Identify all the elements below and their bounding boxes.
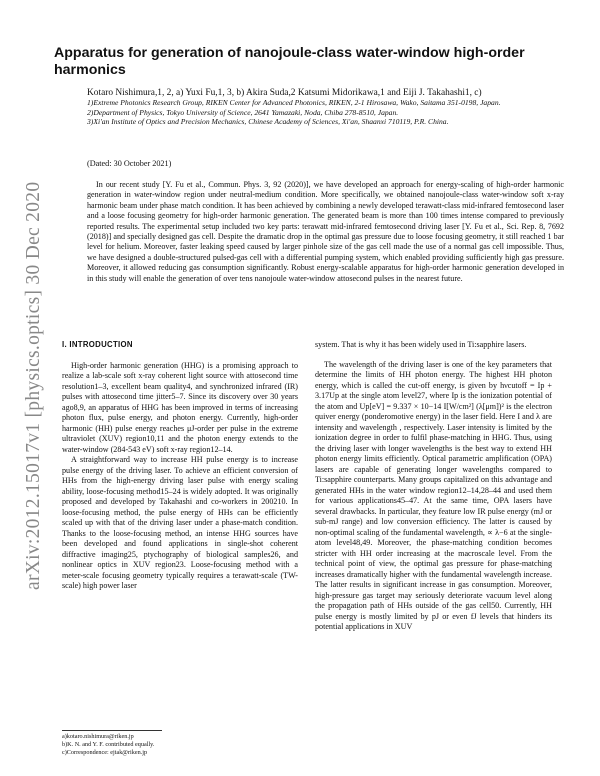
author-list: Kotaro Nishimura,1, 2, a) Yuxi Fu,1, 3, b) Akira Suda,2 Katsumi Midorikawa,1 and Eiji J. Takahashi1, c) (87, 88, 482, 98)
affiliation-3: 3)Xi'an Institute of Optics and Precision Mechanics, Chinese Academy of Sciences, Xi'an, Shaanxi 710119, P.R. China. (87, 117, 449, 127)
body-paragraph: A straightforward way to increase HH pulse energy is to increase pulse energy of the driving laser. To achieve an efficient conversion of HHs from the high-energy driving laser pulse with energy scaling ability, loose-focusing method15–24 is widely adopted. It was originally proposed and developed by Takahashi and co-workers in 200210. In loose-focusing method, the pulse energy of HHs can be efficiently scaled up with that of the driving laser under a phase-match condition. Thanks to the loose-focusing method, an intense HHG sources have been developed and found applications in single-shot coherent diffractive imaging25, ptychography of biological samples26, and nonlinear optics in XUV region23. Loose-focusing method with a meter-scale focusing geometry typically requires a terawatt-scale (TW-scale) high power laser (62, 455, 298, 590)
affiliation-1: 1)Extreme Photonics Research Group, RIKEN Center for Advanced Photonics, RIKEN, 2-1 Hirosawa, Wako, Saitama 351-0198, Japan. (87, 98, 501, 107)
dated-line: (Dated: 30 October 2021) (87, 159, 172, 168)
affiliations (87, 98, 567, 127)
body-paragraph: system. That is why it has been widely used in Ti:sapphire lasers. (315, 340, 527, 349)
right-column (315, 340, 552, 633)
affiliation-2: 2)Department of Physics, Tokyo University of Science, 2641 Yamazaki, Noda, Chiba 278-8510, Japan. (87, 107, 399, 117)
body-paragraph: High-order harmonic generation (HHG) is a promising approach to realize a lab-scale soft x-ray coherent light source with attosecond time resolution1–3, excellent beam quality4, and synchronized infrared (IR) pulses with attosecond time jitter5–7. Since its discovery over 30 years ago8,9, an apparatus of HHG has been improved in terms of increasing photon flux, pulse energy, and photon energy. Currently, high-order harmonic (HH) pulse energy reaches μJ-order per pulse in the extreme ultraviolet (XUV) region10,11 and the photon energy extends to the water-window (284-543 eV) soft x-ray region12–14. (62, 360, 298, 454)
body-paragraph: The wavelength of the driving laser is one of the key parameters that determine the limits of HH photon energy. The highest HH photon energy, which is called the cut-off energy, is given by hνcutoff = Ip + 3.17Up at the single atom level27, where Ip is the ionization potential of the atom and Up[eV] = 9.337 × 10−14 I[W/cm²] (λ[μm])² is the electron quiver energy (ponderomotive energy) in the laser field. Here I and λ are intensity and wavelength , respectively. Laser intensity is limited by the ionization degree in order to fulfil phase-matching in HHG. Thus, using the driving laser with longer wavelengths is the best way to extend HH photon energy limits efficiently. Optical parametric amplification (OPA) lasers are capable of generating longer wavelengths compared to Ti:sapphire counterparts. Many groups capitalized on this advantage and generated HHs in the water window region12–14,28–44 and used them for various applications45–47. At the same time, OPA lasers have several drawbacks. In particular, they feature low IR pulse energy (mJ or sub-mJ range) and low conversion efficiency. The latter is caused by non-optimal scaling of the fundamental wavelength, ∝ λ−6 at the single-atom level48,49. Moreover, the phase-matching condition becomes stricter with HH order increasing at the macroscale level. From the technical point of view, the optimal gas pressure for phase-matching increases dramatically higher with the fundamental wavelength increase. The latter results in significant increase in gas consumption. Moreover, high-pressure gas target may seriously deteriorate vacuum level along the propagation path of HHs outside of the gas cell50. Currently, HH pulse energy is mostly limited by pJ or even fJ levels that hinders its potential applications in XUV (315, 359, 552, 631)
footnote-divider (62, 730, 162, 731)
footnote-equal-contribution: b)K. N. and Y. F. contributed equally. (62, 741, 155, 748)
footnotes (62, 733, 298, 757)
paper-title: Apparatus for generation of nanojoule-class water-window high-order harmonics (54, 45, 525, 78)
abstract: In our recent study [Y. Fu et al., Commun. Phys. 3, 92 (2020)], we have developed an approach for energy-scaling of high-order harmonic generation in water-window region under neutral-medium condition. More specifically, we obtained nanojoule-class water-window soft x-ray harmonic beam under phase match condition. It has been achieved by combining a newly developed terawatt-class mid-infrared femtosecond laser and a loose focusing geometry for high-order harmonic generation. The generated beam is more than 100 times intense compared to previously reported results. The experimental setup included two key parts: terawatt mid-infrared femtosecond driving laser [Y. Fu et al., Sci. Rep. 8, 7692 (2018)] and specially designed gas cell. Despite the dramatic drop in the optimal gas pressure due to loose focusing geometry, it still reached 1 bar level for helium. Moreover, faster leaking speed caused by larger pinhole size of the gas cell made the use of a normal gas cell impossible. Thus, we have designed a double-structured pulsed-gas cell with a differential pumping system, which enabled providing sufficiently high gas pressure. Moreover, it allowed reducing gas consumption significantly. Robust energy-scalable apparatus for high-order harmonic generation developed in in this study will enable the generation of over tens nanojoule water-window attosecond pulses in the nearest future. (87, 180, 564, 283)
left-column (62, 340, 298, 592)
footnote-correspondence: c)Correspondence: ejtak@riken.jp (62, 749, 148, 756)
section-heading-introduction: I. INTRODUCTION (62, 340, 133, 349)
arxiv-identifier: arXiv:2012.15017v1 [physics.optics] 30 Dec 2020 (23, 181, 44, 590)
footnote-email: a)kotaro.nishimura@riken.jp (62, 733, 134, 740)
arxiv-sidebar (6, 0, 44, 776)
